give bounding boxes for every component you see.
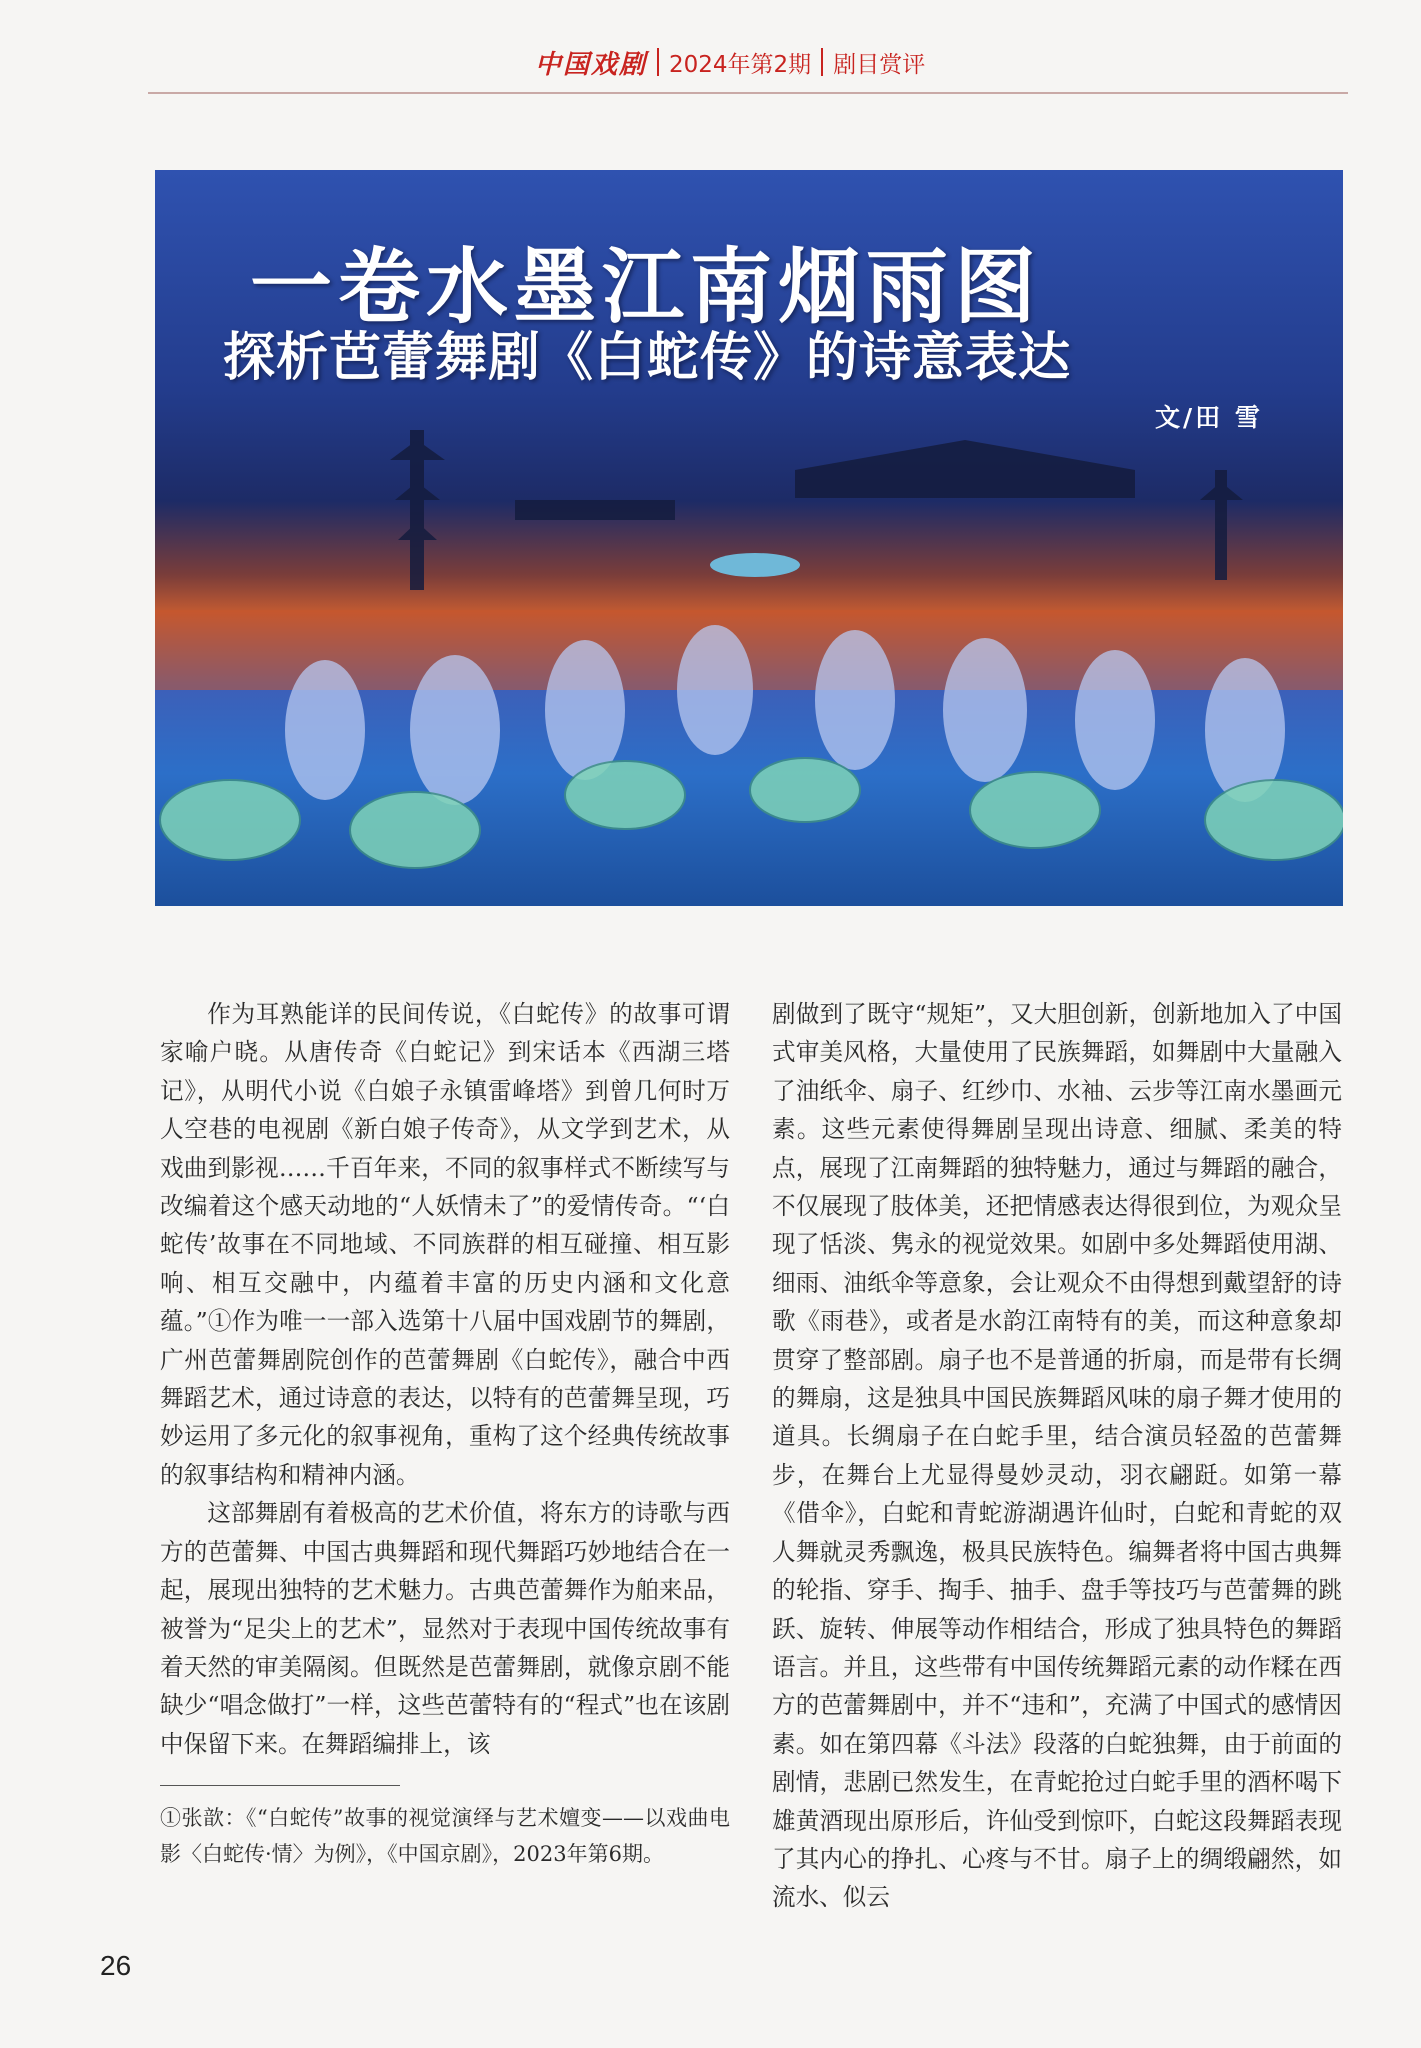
header-separator [657, 48, 659, 76]
hero-banner [155, 170, 1343, 906]
column-label: 剧目赏评 [833, 51, 926, 78]
body-column-right [772, 995, 1342, 1917]
page-number: 26 [100, 1950, 132, 1981]
running-head [535, 42, 925, 82]
article-subtitle: 探析芭蕾舞剧《白蛇传》的诗意表达 [223, 327, 1072, 388]
issue-label: 2024年第2期 [669, 51, 812, 78]
footnote-rule [160, 1785, 400, 1786]
body-paragraph: 作为耳熟能详的民间传说，《白蛇传》的故事可谓家喻户晓。从唐传奇《白蛇记》到宋话本《西湖三塔记》，从明代小说《白娘子永镇雷峰塔》到曾几何时万人空巷的电视剧《新白娘子传奇》，从文学到艺术，从戏曲到影视……千百年来，不同的叙事样式不断续写与改编着这个感天动地的“人妖情未了”的爱情传奇。“‘白蛇传’故事在不同地域、不同族群的相互碰撞、相互影响、相互交融中，内蕴着丰富的历史内涵和文化意蕴。”①作为唯一一部入选第十八届中国戏剧节的舞剧，广州芭蕾舞剧院创作的芭蕾舞剧《白蛇传》，融合中西舞蹈艺术，通过诗意的表达，以特有的芭蕾舞呈现，巧妙运用了多元化的叙事视角，重构了这个经典传统故事的叙事结构和精神内涵。 [160, 1000, 730, 1489]
footnote: ①张歆：《“白蛇传”故事的视觉演绎与艺术嬗变——以戏曲电影〈白蛇传·情〉为例》，《中国京剧》，2023年第6期。 [160, 1806, 730, 1866]
header-separator [821, 48, 823, 76]
header-rule [148, 92, 1348, 94]
magazine-logo: 中国戏剧 [535, 49, 648, 80]
article-byline: 文/田 雪 [1155, 403, 1263, 432]
body-column-left [160, 995, 730, 1763]
body-paragraph: 剧做到了既守“规矩”，又大胆创新，创新地加入了中国式审美风格，大量使用了民族舞蹈，如舞剧中大量融入了油纸伞、扇子、红纱巾、水袖、云步等江南水墨画元素。这些元素使得舞剧呈现出诗意、细腻、柔美的特点，展现了江南舞蹈的独特魅力，通过与舞蹈的融合，不仅展现了肢体美，还把情感表达得很到位，为观众呈现了恬淡、隽永的视觉效果。如剧中多处舞蹈使用湖、细雨、油纸伞等意象，会让观众不由得想到戴望舒的诗歌《雨巷》，或者是水韵江南特有的美，而这种意象却贯穿了整部剧。扇子也不是普通的折扇，而是带有长绸的舞扇，这是独具中国民族舞蹈风味的扇子舞才使用的道具。长绸扇子在白蛇手里，结合演员轻盈的芭蕾舞步，在舞台上尤显得曼妙灵动，羽衣翩跹。如第一幕《借伞》，白蛇和青蛇游湖遇许仙时，白蛇和青蛇的双人舞就灵秀飘逸，极具民族特色。编舞者将中国古典舞的轮指、穿手、掏手、抽手、盘手等技巧与芭蕾舞的跳跃、旋转、伸展等动作相结合，形成了独具特色的舞蹈语言。并且，这些带有中国传统舞蹈元素的动作糅在西方的芭蕾舞剧中，并不“违和”，充满了中国式的感情因素。如在第四幕《斗法》段落的白蛇独舞，由于前面的剧情，悲剧已然发生，在青蛇抢过白蛇手里的酒杯喝下雄黄酒现出原形后，许仙受到惊吓，白蛇这段舞蹈表现了其内心的挣扎、心疼与不甘。扇子上的绸缎翩然，如流水、似云 [772, 1000, 1342, 1912]
article-title: 一卷水墨江南烟雨图 [250, 240, 1043, 335]
body-paragraph: 这部舞剧有着极高的艺术价值，将东方的诗歌与西方的芭蕾舞、中国古典舞蹈和现代舞蹈巧妙地结合在一起，展现出独特的艺术魅力。古典芭蕾舞作为舶来品，被誉为“足尖上的艺术”，显然对于表现中国传统故事有着天然的审美隔阂。但既然是芭蕾舞剧，就像京剧不能缺少“唱念做打”一样，这些芭蕾特有的“程式”也在该剧中保留下来。在舞蹈编排上，该 [160, 1499, 730, 1758]
